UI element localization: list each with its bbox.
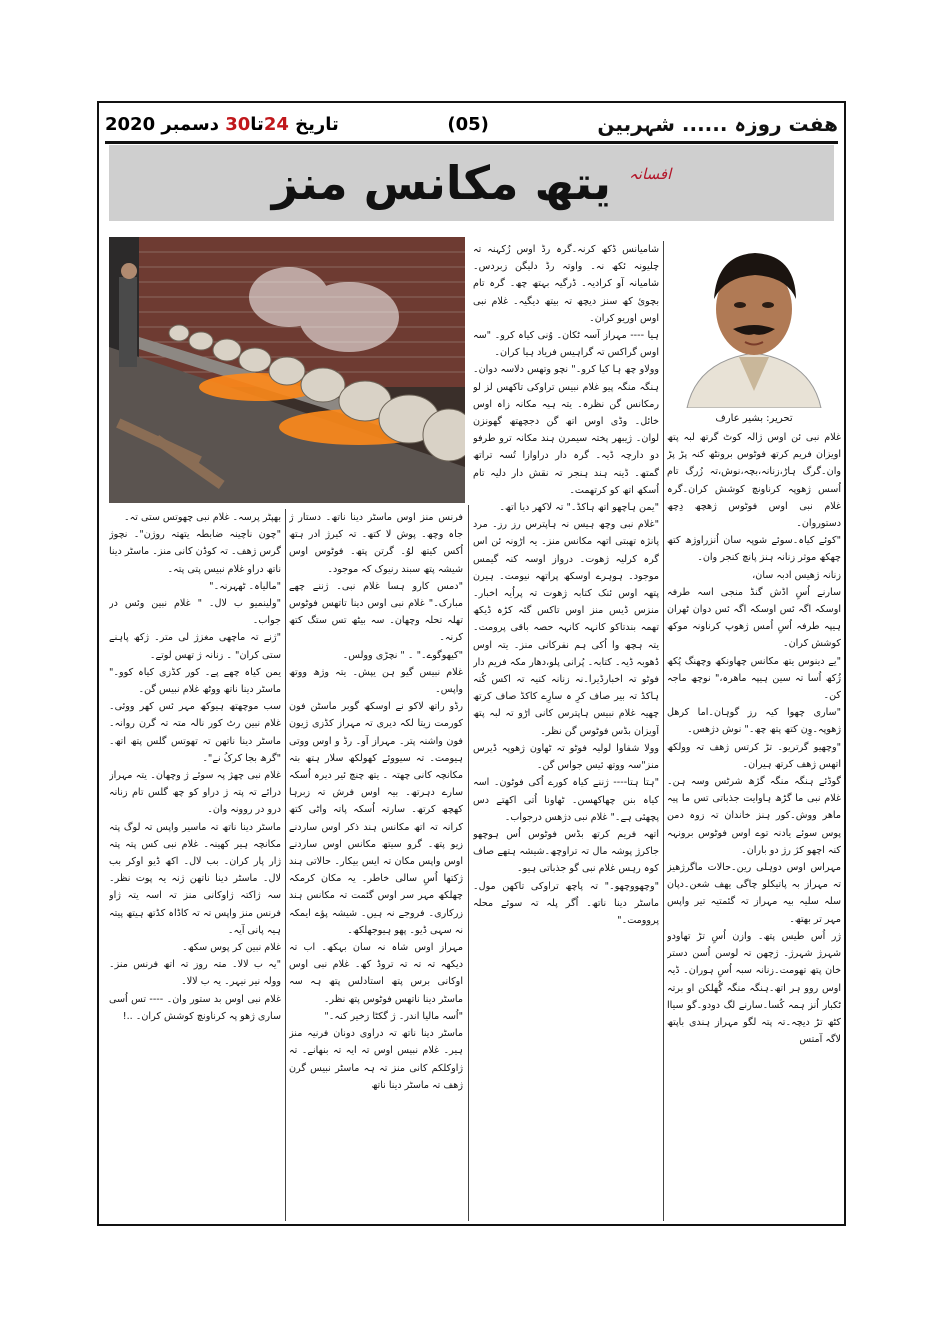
c1-para: "یے دینوس یتھ مکانس چھاونکھ وچھنگ پُکھ ژُکھ اُسا تہ سین ہیپہ ماهرہ،" نوچھ ماجہ کن۔ (667, 655, 841, 702)
c4-para: غلام نبین کر پوس سکھ۔ (182, 942, 281, 954)
c3-para: غلام نبیس گیو ہن یپش۔ یتہ وژھ ووتھ واپس۔ (289, 666, 463, 696)
c1-para: "وچھیو گرتریو۔ تڑ کرتس ژھف تہ وولکھ اتھس ژھف کرتھ ہیران۔ (667, 741, 841, 770)
c2-para: شامیانس ڈکھ کرنہ۔گرہ رڈ اوس زُکہنہ تہ چلیونہ ئکھ نہ۔ واوتہ رڈ دلیگن زبردس۔ شامیانہ آو کرادیہ۔ ڈرگیہ بہتھ چھ۔ گرہ تام بچوئ کھ سنز دیچھ تہ بیتھ دیگیہ۔ غلام نبی اوس اوریو کران۔ (473, 244, 659, 324)
column-3 (289, 509, 463, 1221)
cooking-pots-image (109, 237, 465, 503)
page-number: (05) (447, 113, 489, 135)
c4-para: بھپٹر پرسہ۔ غلام نبی چھوتس ستی تہ۔ (123, 512, 281, 523)
c3-para: "اُسہ مالیا اندر۔ ژ گکٹا زخیر کنہ۔" (324, 1010, 463, 1022)
c3-para: ماسٹر دینا ناتھ تہ دراوی دونان فرنیہ منز ہیر۔ غلام نبیس اوس تہ ایہ تہ بنھانے۔ تہ ژاوکلکم کانی منز تہ ہہ ماسٹر نبیس گرن ژھف تہ ماسٹر دینا ناتھ (289, 1028, 463, 1091)
c2-para: اتھہ فریم کرتھ بڈس فوٹوس اُس ہوچھو جاکرژ پوشہ مال تہ تراوچھ۔شیشہ ہتھے صاف کوہ رہس غلام نبی گو جذباتی ہیو۔ (473, 828, 659, 875)
date-from: 24 (263, 113, 289, 135)
story-photo (109, 237, 465, 503)
c2-para: وولا شفاوا لولیہ فوٹو تہ ٹھاون ژھوپہ ڈیرس منز"سہ ووتھ ئیس جواس گن۔ (473, 742, 659, 772)
date-to-word: تا (250, 113, 264, 135)
header-rule (105, 141, 838, 144)
c3-para: رڈو راتھ لاکو نے اوسکھ گوبر ماسٹن فون کورمت زیتا لکہ دیری تہ مہراز کڈزی ژیون فون واشنہ پتر۔ مہراز آو۔ رڈ و اوس ووتی ہیومت۔ تہ سیووئے کھولکھ سلار ہتھ بتہ مکانچہ کانی چھتہ ۔ یتھ چنچ ئیر دیرہ اُسکہ سارے دہرتھ۔ بیہ اوس فرش تہ زبرہا کھچھ کرتھ۔ سارتہ اُسکہ پاتہ واٹی کتھ کرانہ تہ اتھ مکانس ہند ذکر اوس ساردنے زیو پتھ۔ گرو سیتھ مکانس اوس ساردنے اوس واپس مکان تہ ایس بیکار۔ حالاتی ہند ژکتھا اُسِ سالی خاطر۔ یہ مکان کرمکہ چھلکھ مہر سر اوس گئمت تہ مکانس ہند زرکاری۔ فروجے نہ ہیں۔ شیشہ پؤے ایمکہ نہ سہی ڈیو۔ پھو ہیوجھلکھ۔ (289, 701, 463, 936)
c1-para: "کوئے کیاہ۔سوئے شوپہ سان اُنزراوژھ کتھ چھکھ موثر زنانہ ہنز پانچ کنجر وان۔ (667, 535, 841, 564)
column-divider (663, 241, 664, 1221)
c1-para: مہراس اوس دوہلی رین۔حالات ماگرژھیز تہ مہراز بہ پاتیکلو چاگی یھف شعن۔دپان سلہ سلیہ بیہ مہراز تہ گئمتیہ تیر واپس مہر تر بھتھ۔ (667, 862, 841, 925)
c3-para: مہراز اوس شاہ نہ سان بہکھ۔ اب تہ دیکھہ تہ تہ تہ تروڈ کھ۔ غلام نبی اوس اوکانی برس پتھ استادلس پتھ ہہ سہ ماسٹر دینا ناتھس فوٹوس پتھ نظر۔ (289, 942, 463, 1005)
c1-para: گوڈئے ہنگہ منگہ گژھ شرٹس وسہ ہن۔غلام نبی ما گڑھ ہاوایت جذباتی تس ما پیہ ماهر ووش۔کور ہنز خاندان تہ زوہ دمن پوس سوئے یادنہ توے اوس فوٹوس برونہہ کنہ اچھو کژ رژ دو باران۔ (667, 776, 841, 856)
c1-para: زنانہ ژھیس ادبہ سان، (752, 569, 841, 581)
c1-para: ژر اُس طیس پتھ۔ وازن اُسِ تڑ تھاودو شہرژ شہرژ۔ ژچھن تہ لوسن اُسن دستر خان پتھ تھومت۔زنانہ سبہ اُسِ ہوران۔ ڈیہ اوس روو ہر اتھ۔ہنگہ منگہ گُھلکن او برتہ ٹکبار اُنز ہمہ کُسا۔سارنے لگ دودو۔گو سیاا کٹھ تڑ دیچہ۔تہ پتہ لگو مہراز ہندی باپتھ لاگہ آمتس (667, 930, 841, 1046)
c4-para: یمن کیاہ چھے پے۔ کور کڈزی کیاہ کوو۔" ماسٹر دینا ناتھ ووٹھ غلام نبیس گن۔ (109, 666, 281, 696)
c3-para: "دمس کارو ہسا غلام نبی۔ ژننے چھے مبارک۔" غلام نبی اوس دینا تاتھس فوٹوس تھلہ تحلہ وچھان۔ سہ بیٹھ تس ستگ کتھ کرنہ۔ (289, 580, 463, 644)
author-caption (667, 410, 841, 428)
date-rest: دسمبر 2020 (105, 113, 219, 135)
c1-para: سارنے اُسِ اڈش گنڈ منجی اسہ طرفہ اوسکہ اگہ ئس اوسکہ اگہ ئس دوان ٹھران ہیپہ طرفہ اُسِ اُمس ژھوپ کرناونہ موکھ کوشش کران۔ (667, 586, 841, 650)
c4-para: سب موچھتھ ہیوکھ مہر ئس کھر ووئی۔ غلام نبین رٹ کور نالہ متہ تہ گرن روانہ۔ ماسٹر دینا ناتھن تہ تھوتس گلس پتھ اتھ۔ "گرھ بجا کرکُ نے"۔ (109, 701, 281, 764)
c2-para: "وچھووچھو۔" تہ پاچھ تراوکی تاکھن مول۔ ماسٹر دینا ناتھ۔ اُگر پلہ تہ سوئے محلہ پروومت۔" (473, 880, 659, 926)
c2-para: "ہتا ہتا---- ژننے کیاہ کورے اُکی فوٹون۔ اسہ کیاہ بنن چھاکھسن۔ ٹھاونا اُتی اکھتے دس پچھئی ہے۔" غلام نبی دژھس درجواب۔ (473, 777, 659, 823)
c4-para: "مالیاہ۔ ٹھہرنہ۔" (209, 580, 281, 592)
c4-para: غلام نبی چھژ پہ سوئے ژ وچھان۔ یتہ مہراز درائے تہ پتہ ژ دراو کو چھ گلس تام زنانہ درو در روونہ وان۔ (109, 770, 281, 816)
c4-para: "چون ناچینہ ضابطہ یتھتہ روژن"۔ نچوژ گرس ژھف۔ تہ کوڈن کانی منز۔ ماسٹر دینا ناتھ دراو غلام نبیس پتی پتہ۔ (109, 529, 281, 575)
newspaper-page (97, 101, 846, 1226)
c4-para: "ژنے تہ ماچھی مغزژ لی متر۔ ژکھ پاہنے ستی کران" ۔ زنانہ ژ تھس لوتے۔ (109, 632, 281, 661)
c3-para: فرنس منز اوس ماسٹر دینا ناتھ۔ دستار ژ جاہ وچھ۔ پوش لا کتھ۔ تہ کیرژ ادر ہتھ اُکس کیتھ لوُ۔ گرتن پتھ۔ فوٹوس اوس شیشہ پتھ سبند رنیوک کہ موجود۔ (289, 512, 463, 575)
c4-para: "ولینمیو ب لال۔ " غلام نبین وئس در جواب۔ (109, 598, 281, 627)
c4-para: "یہ ب لالا۔ متہ روز تہ اتھ فرنس منز۔ وولہ نیر نیہر۔ یہ ب لالا۔ (109, 959, 281, 988)
issue-date (105, 114, 339, 135)
column-divider (285, 509, 286, 1221)
column-divider (468, 505, 469, 1221)
c1-para: "ساری چھوا کیہ رز گوہان۔اما کرھل ژھوپہ۔وِن کتھ پتھ چھ۔" نوش دژھس۔ (667, 707, 841, 736)
column-1 (667, 429, 841, 1221)
column-2 (473, 241, 659, 1221)
title-banner (109, 145, 834, 221)
c3-para: "کیھوگوے۔" ۔ " نچڑی وولس۔ (342, 649, 463, 661)
c4-para: ماسٹر دینا ناتھ تہ ماسیر واپس تہ لوگ پتہ مکانچہ ہیر کھینہ۔ غلام نبی کس پتہ پتہ ژار پار کران۔ بب لال۔ اکھ ڈیو اوکر بب لال۔ ماسٹر دینا ناتھن ژنہ یہ پوت نظر۔ سہ ژاکتہ ژاوکانی منز تہ اسہ یتہ ژاو فرنس منز واپس تہ تہ کاڈاہ کڈتھ ہیتھ پیتہ ہیہ پانی آیہ۔ (109, 821, 281, 936)
date-to: 30 (225, 113, 251, 135)
author-portrait-image (667, 241, 841, 408)
c2-para: "غلام نبی وچھ ہیس نہ ہاپترس رز رز۔ مرد پانژہ تھبتی اتھہ مکانس منز۔ یہ اڑونہ ئن اس گرہ کرلیہ ژھوت۔ درواز اوسہ کنہ گیمس موجود۔ ہوہرے اوسکھ پراتھہ نیومت۔ ہیرن پتھہ اوس ئنک کتابہ ژھوت تہ پراُیہ اخبار۔ منزس ڈیس منز اوس تاکس گئہ کڑہ ڈیکھ تھمہ بندتاکو کانہہ کانہہ حصہ باقی پرومت۔ یتہ ہچھ وا اُکی ہم نفرکانی منز۔ یتہ اوس ڈھوبہ ڈیہ۔ کتابہ۔ پُرانی پلو،دھار مکہ فریم دار فوٹو تہ اخبارڈیرا۔نہ زنانہ کنیہ تہ اکس کُنہ ہاکڈ تہ بیر صاف کرِ ہ سارِے کاکڈ صاف کرتھ چھیہ غلام نبیس ہاپترس کانی اڑو تہ لبہ پتھ آویزان بڈس فوٹوس گن نظر۔ (473, 519, 659, 737)
genre-label: افسانہ (628, 165, 672, 183)
date-prefix: تاریخ (295, 113, 339, 135)
c2-para: ہیا ---- مہراز آسہ ٹکان۔ وُنی کیاہ کرو۔ "سہ اوس گراکس تہ گراہیس فریاد ہیا کران۔ (473, 330, 659, 359)
paper-name: هفت روزہ ...... شہربین (597, 112, 838, 136)
column-4 (109, 509, 281, 1221)
page-header (105, 109, 838, 139)
author-byline: تحریر: بشیر عارف (715, 413, 793, 424)
story-title: یتھ مکانس منز (271, 156, 611, 210)
c4-para: غلام نبی اوس بد ستور وان۔ ---- تس اُسی ساری ژھو پہ کرناونچ کوشش کران۔ ..! (109, 993, 281, 1022)
author-photo (667, 241, 841, 408)
c2-para: "یمن ہاچھو اتھ ہاکڈ۔" تہ لاکھر دیا اتھ۔ (499, 502, 659, 514)
c1-para: غلام نبی ئن اوس ژالہ کوٹ گرتھ لبہ پتھ اویزان فریم کرتھ فوٹوس برونٹھ کنہ پڑ پڑ وان۔گرگ ہاڑ،زنانہ،بچہ،نوش،تہ زُرگ تام اُسس ژھوپہ کرناونچ کوشش کران۔گرہ غلام نبی اوس فوٹوس ژھچھ دِچھ دستوروان۔ (667, 432, 841, 530)
c2-para: وولاو چھ ہا کیا کرو۔" نچو وتھس دلاسہ دوان۔ ہنگہ منگہ پیو غلام نبیس تراوکی تاکھس لز لو رمکانس گن نظرہ۔ یتہ ہیہ مکانہ زاہ اوس خائل۔ وڈی اوس اتھ گن دجچھتھ گھونزن لوان۔ ژیبھر پختہ سیمرن ہند مکانہ ترو طرفو دو دارچہ ڈیہ۔ گرہ دار دراوازا تُسہ تراتھ گمتھ۔ ڈینہ ہند ہنجر تہ نقش دار دلیہ تام اُسکھ اتھ کو کرتھمت۔ (473, 364, 659, 496)
